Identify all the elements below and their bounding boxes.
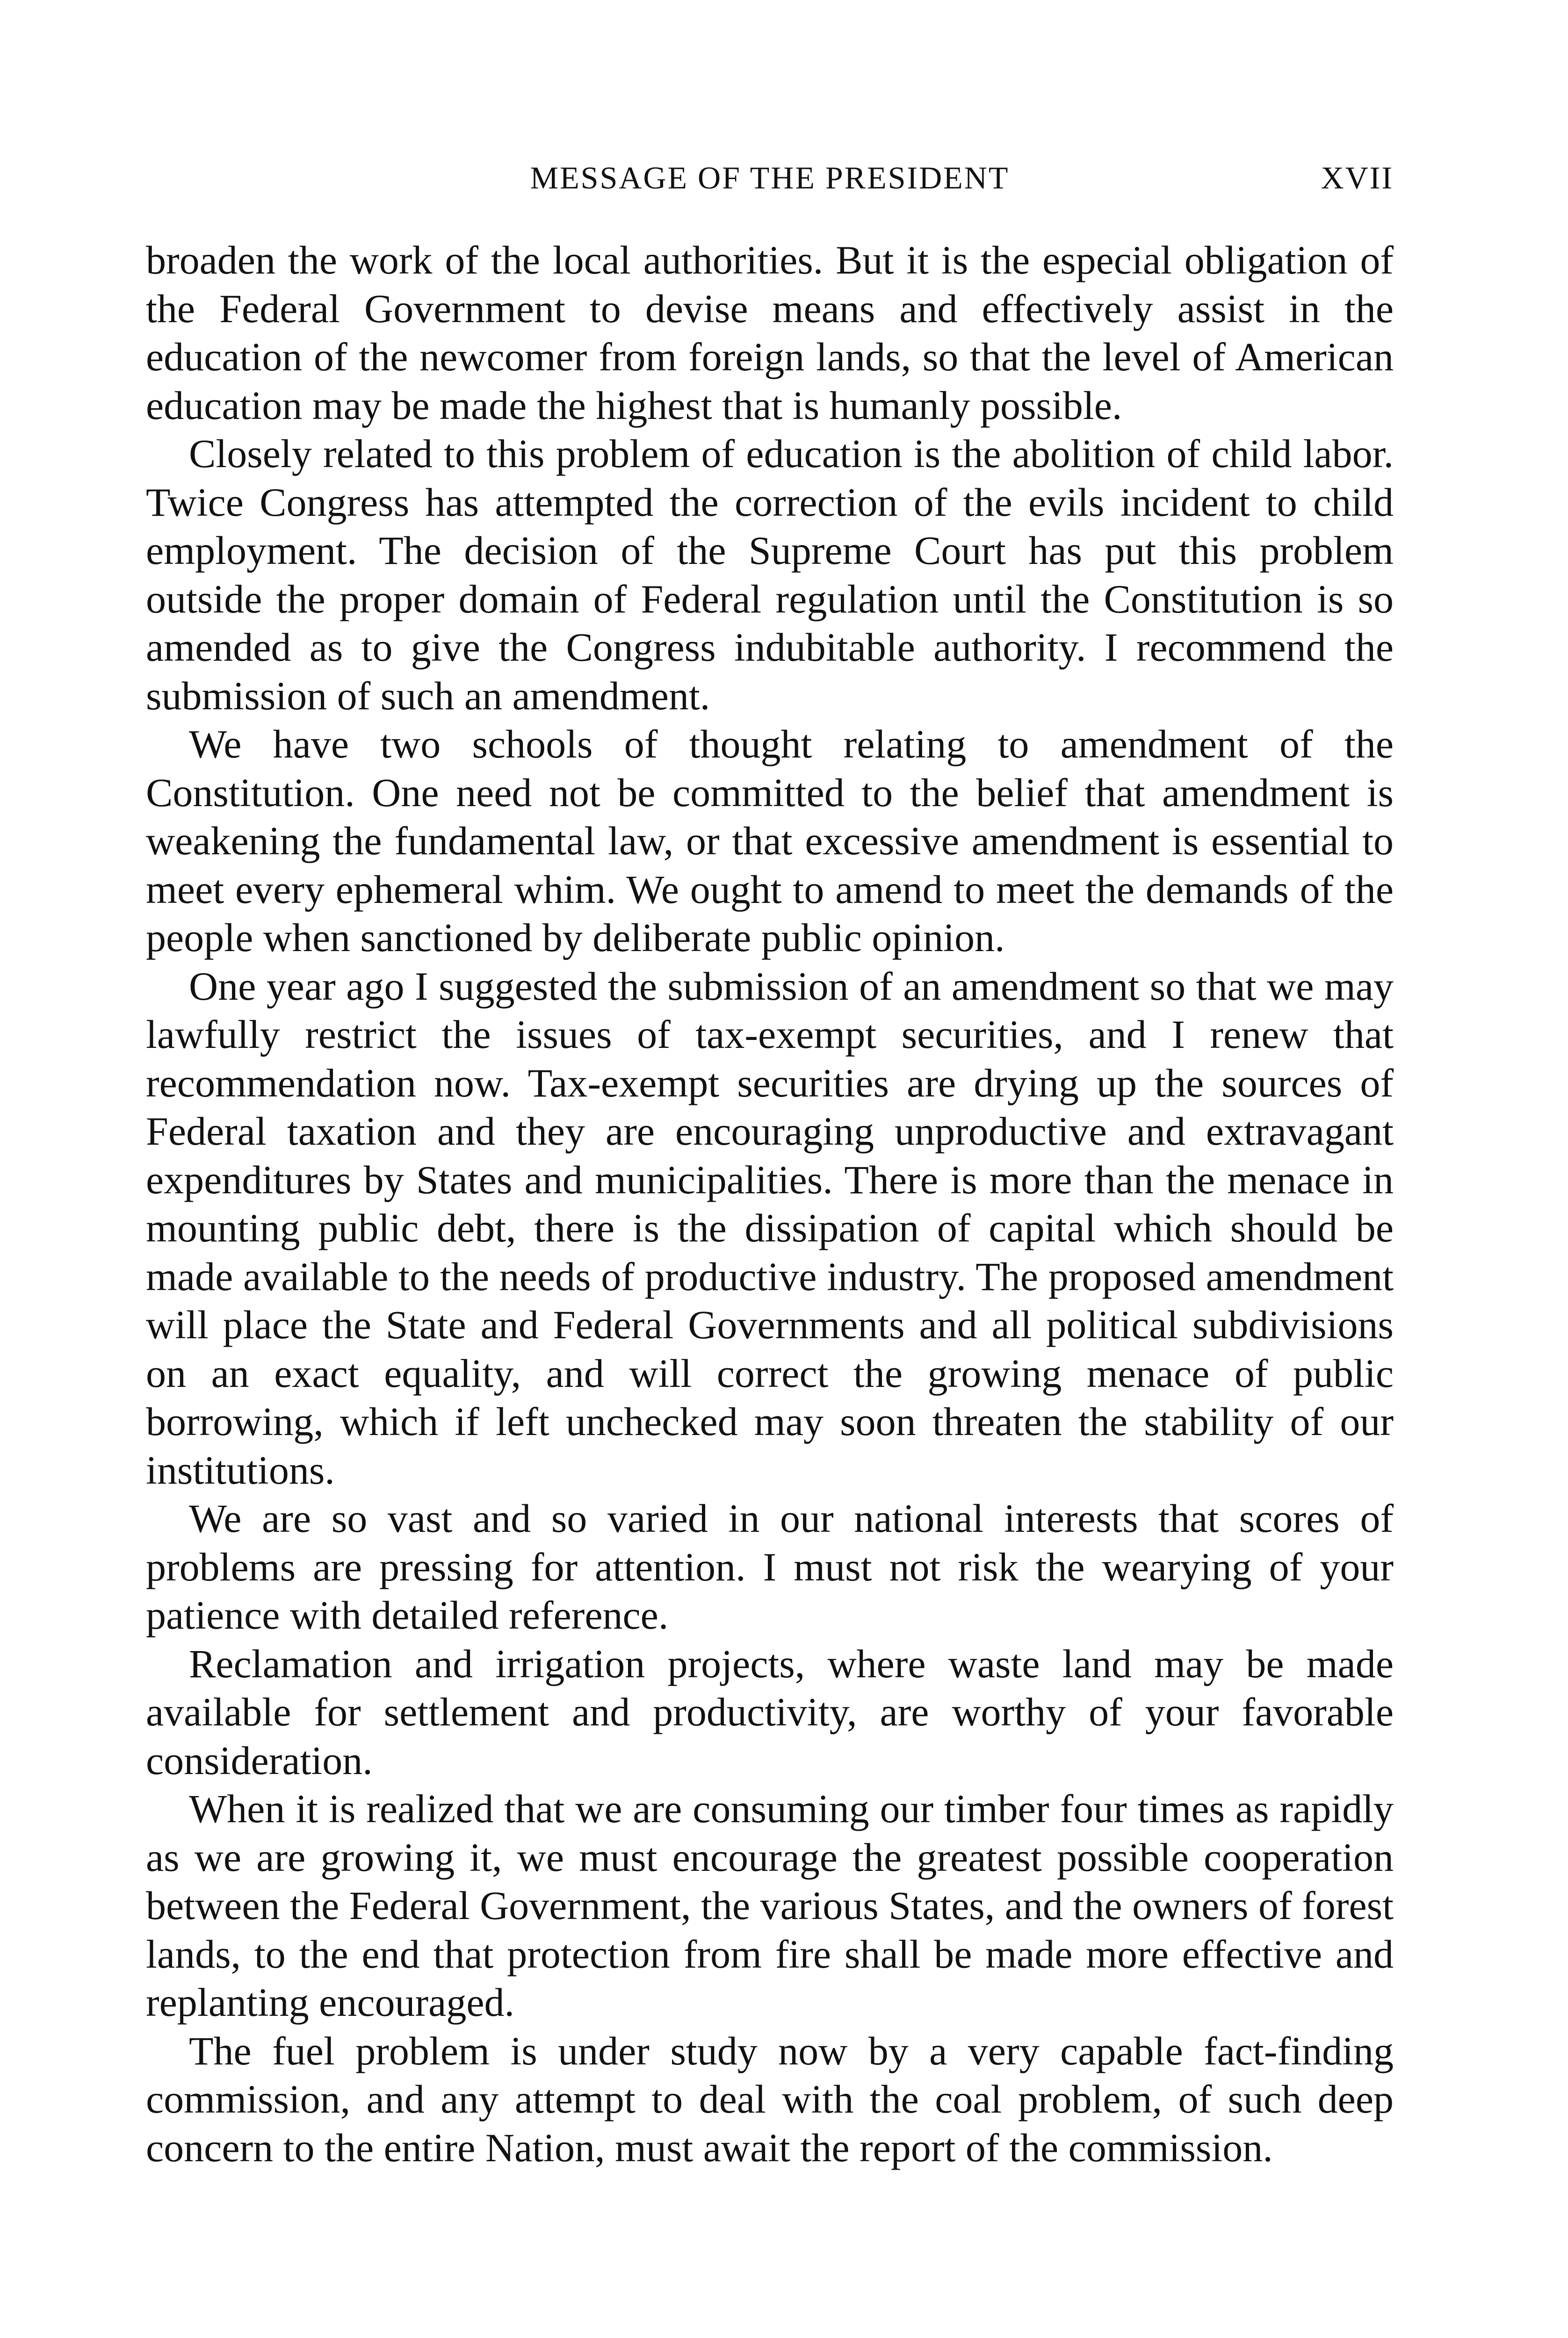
paragraph: The fuel problem is under study now by a very capable fact-finding commission, and any attempt to deal with the coal problem, of such deep concern to the entire Nation, must await the report of the commission. bbox=[146, 2028, 1394, 2170]
paragraph: broaden the work of the local authorities. But it is the especial obligation of the Federal Government to devise means and effectively assist in the education of the newcomer from foreign lands, so that the level of American education may be made the highest that is humanly possible. bbox=[146, 238, 1394, 428]
body-text bbox=[146, 236, 1394, 2172]
page-number: XVII bbox=[1321, 160, 1394, 195]
page-header bbox=[146, 154, 1394, 201]
paragraph: Closely related to this problem of education is the abolition of child labor. Twice Congress has attempted the correction of the evils incident to child employment. The decision of the Supreme Court has put this problem outside the proper domain of Federal regulation until the Constitution is so amended as to give the Congress indubitable authority. I recommend the submission of such an amendment. bbox=[146, 431, 1394, 718]
paragraph: Reclamation and irrigation projects, where waste land may be made available for settlement and productivity, are worthy of your favorable consideration. bbox=[146, 1641, 1394, 1783]
paragraph: One year ago I suggested the submission of an amendment so that we may lawfully restrict the issues of tax-exempt securities, and I renew that recommendation now. Tax-exempt securities are drying up the sources of Federal taxation and they are encouraging unproductive and extravagant expenditures by States and municipalities. There is more than the menace in mounting public debt, there is the dissipation of capital which should be made available to the needs of productive industry. The proposed amendment will place the State and Federal Governments and all political subdivisions on an exact equality, and will correct the growing menace of public borrowing, which if left unchecked may soon threaten the stability of our institutions. bbox=[146, 963, 1394, 1493]
paragraph: We are so vast and so varied in our national interests that scores of problems are pressing for attention. I must not risk the wearying of your patience with detailed reference. bbox=[146, 1496, 1394, 1638]
paragraph: When it is realized that we are consuming our timber four times as rapidly as we are growing it, we must encourage the greatest possible cooperation between the Federal Government, the various States, and the owners of forest lands, to the end that protection from fire shall be made more effective and replanting encouraged. bbox=[146, 1786, 1394, 2025]
running-head: MESSAGE OF THE PRESIDENT bbox=[530, 160, 1010, 195]
paragraph: We have two schools of thought relating to amendment of the Constitution. One need not be committed to the belief that amendment is weakening the fundamental law, or that excessive amendment is essential to meet every ephemeral whim. We ought to amend to meet the demands of the people when sanctioned by deliberate public opinion. bbox=[146, 722, 1394, 960]
